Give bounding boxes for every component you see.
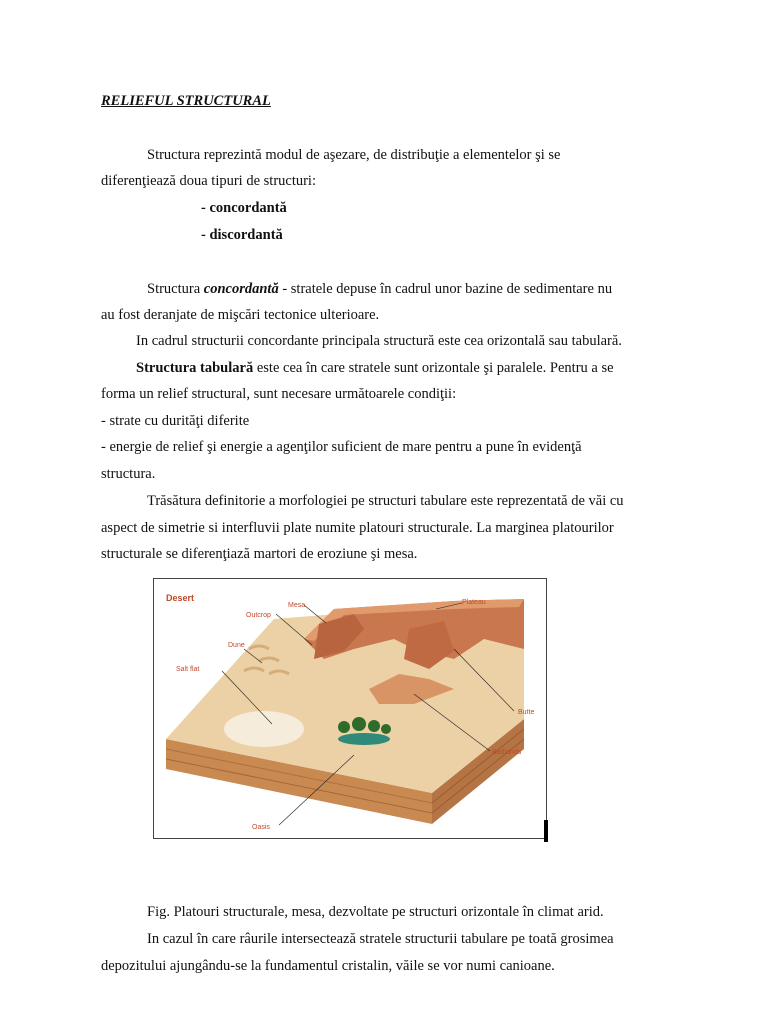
condition-item-2-continued: structura. [101,466,156,482]
paragraph-tabular-line-1: Structura tabulară este cea în care stratele sunt orizontale şi paralele. Pentru a se [136,360,614,376]
label-butte: Butte [518,709,535,716]
label-salt-flat: Salt flat [176,666,200,673]
structure-type-discordant: - discordantă [201,227,283,243]
paragraph-morphology-line-2: aspect de simetrie si interfluvii plate numite platouri structurale. La marginea platourilor [101,520,614,536]
label-outcrop: Outcrop [246,612,271,619]
paragraph-tabular-line-2: forma un relief structural, sunt necesare următoarele condiţii: [101,386,457,402]
desert-block-diagram [154,579,546,838]
page-title: RELIEFUL STRUCTURAL [101,93,271,109]
paragraph-morphology-line-1: Trăsătura definitorie a morfologiei pe structuri tabulare este reprezentată de văi cu [147,493,624,509]
salt-flat-area [224,711,304,747]
label-dune: Dune [228,642,245,649]
paragraph-morphology-line-3: structurale se diferenţiază martori de eroziune şi mesa. [101,546,418,562]
desert-landforms-figure [153,578,547,839]
label-badlands: Badlands [492,749,522,756]
paragraph-canyons-line-2: depozitului ajungându-se la fundamentul cristalin, văile se vor numi canioane. [101,958,555,974]
paragraph-concordant-line-1: Structura concordantă - stratele depuse în cadrul unor bazine de sedimentare nu [147,281,613,297]
intro-line-2: diferenţiează doua tipuri de structuri: [101,173,316,189]
term-concordant: concordantă [203,281,279,297]
paragraph-canyons-line-1: In cazul în care râurile intersectează stratele structurii tabulare pe toată grosimea [147,931,614,947]
label-mesa: Mesa [288,602,306,609]
oasis-water [338,733,390,745]
figure-caption: Fig. Platouri structurale, mesa, dezvoltate pe structuri orizontale în climat arid. [147,904,604,920]
paragraph-concordant-line-2: au fost deranjate de mişcări tectonice ulterioare. [101,307,380,323]
label-oasis: Oasis [252,824,270,831]
condition-item-1: - strate cu durităţi diferite [101,413,250,429]
term-tabular: Structura tabulară [136,360,254,376]
figure-heading: Desert [166,593,195,603]
label-plateau: Plateau [462,599,486,606]
paragraph-concordant-line-3: In cadrul structurii concordante principala structură este cea orizontală sau tabulară. [136,333,622,349]
intro-line-1: Structura reprezintă modul de aşezare, de distribuţie a elementelor şi se [147,147,561,163]
condition-item-2: - energie de relief şi energie a agenţilor suficient de mare pentru a pune în evidenţă [101,439,582,455]
structure-type-concordant: - concordantă [201,200,287,216]
page-edge-mark [544,820,548,842]
